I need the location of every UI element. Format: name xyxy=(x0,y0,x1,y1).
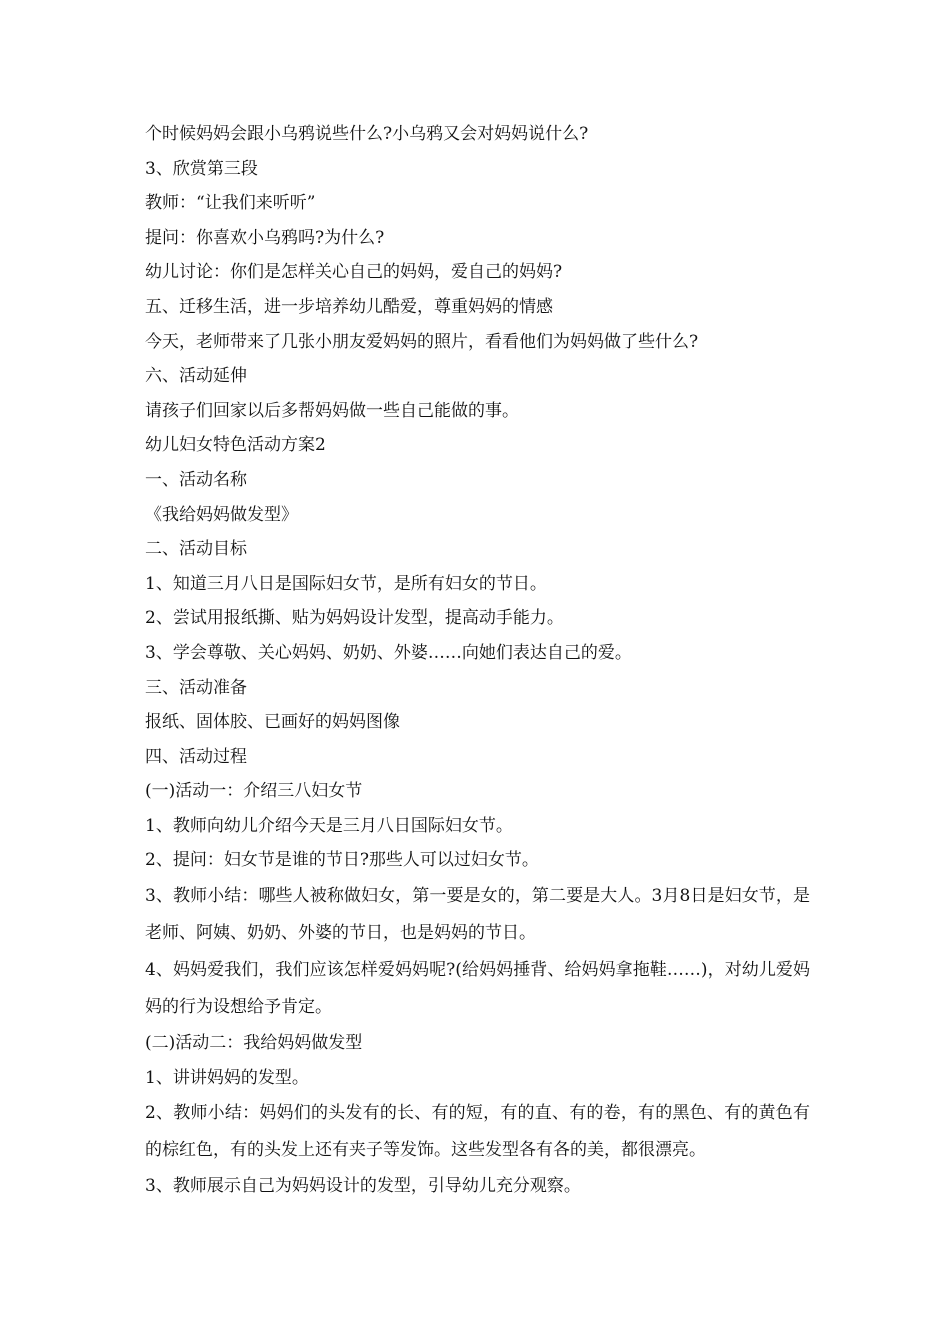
section-heading: 3、欣赏第三段 xyxy=(145,158,258,179)
list-item: 3、教师小结：哪些人被称做妇女，第一要是女的，第二要是大人。3月8日是妇女节，是老师、阿姨、奶奶、外婆的节日，也是妈妈的节日。 xyxy=(145,886,810,944)
text-line: 报纸、固体胶、已画好的妈妈图像 xyxy=(145,712,400,733)
text-line: 今天，老师带来了几张小朋友爱妈妈的照片，看看他们为妈妈做了些什么? xyxy=(145,331,699,352)
text-line: 请孩子们回家以后多帮妈妈做一些自己能做的事。 xyxy=(145,400,519,421)
subsection-heading: (一)活动一：介绍三八妇女节 xyxy=(145,781,363,802)
list-item: 3、学会尊敬、关心妈妈、奶奶、外婆……向她们表达自己的爱。 xyxy=(145,642,632,663)
text-line: 教师：“让我们来听听” xyxy=(145,193,316,214)
list-item: 4、妈妈爱我们，我们应该怎样爱妈妈呢?(给妈妈捶背、给妈妈拿拖鞋……)，对幼儿爱妈妈的行为设想给予肯定。 xyxy=(145,960,810,1018)
list-item: 1、讲讲妈妈的发型。 xyxy=(145,1067,309,1088)
document-page xyxy=(145,117,810,1204)
text-line: 《我给妈妈做发型》 xyxy=(145,504,298,525)
list-item: 1、知道三月八日是国际妇女节，是所有妇女的节日。 xyxy=(145,573,547,594)
section-heading: 三、活动准备 xyxy=(145,677,247,698)
text-line: 个时候妈妈会跟小乌鸦说些什么?小乌鸦又会对妈妈说什么? xyxy=(145,124,589,144)
document-title: 幼儿妇女特色活动方案2 xyxy=(145,435,326,456)
text-line: 提问：你喜欢小乌鸦吗?为什么? xyxy=(145,227,385,248)
list-item: 1、教师向幼儿介绍今天是三月八日国际妇女节。 xyxy=(145,815,513,836)
section-heading: 四、活动过程 xyxy=(145,746,247,767)
section-heading: 二、活动目标 xyxy=(145,539,247,560)
list-item: 2、提问：妇女节是谁的节日?那些人可以过妇女节。 xyxy=(145,850,539,871)
section-heading: 一、活动名称 xyxy=(145,469,247,490)
section-heading: 五、迁移生活，进一步培养幼儿酷爱，尊重妈妈的情感 xyxy=(145,296,553,317)
list-item: 2、教师小结：妈妈们的头发有的长、有的短，有的直、有的卷，有的黑色、有的黄色有的棕红色，有的头发上还有夹子等发饰。这些发型各有各的美，都很漂亮。 xyxy=(145,1103,810,1161)
list-item: 3、教师展示自己为妈妈设计的发型，引导幼儿充分观察。 xyxy=(145,1176,581,1197)
section-heading: 六、活动延伸 xyxy=(145,366,247,387)
text-line: 幼儿讨论：你们是怎样关心自己的妈妈，爱自己的妈妈? xyxy=(145,262,563,283)
subsection-heading: (二)活动二：我给妈妈做发型 xyxy=(145,1033,363,1054)
list-item: 2、尝试用报纸撕、贴为妈妈设计发型，提高动手能力。 xyxy=(145,608,564,629)
